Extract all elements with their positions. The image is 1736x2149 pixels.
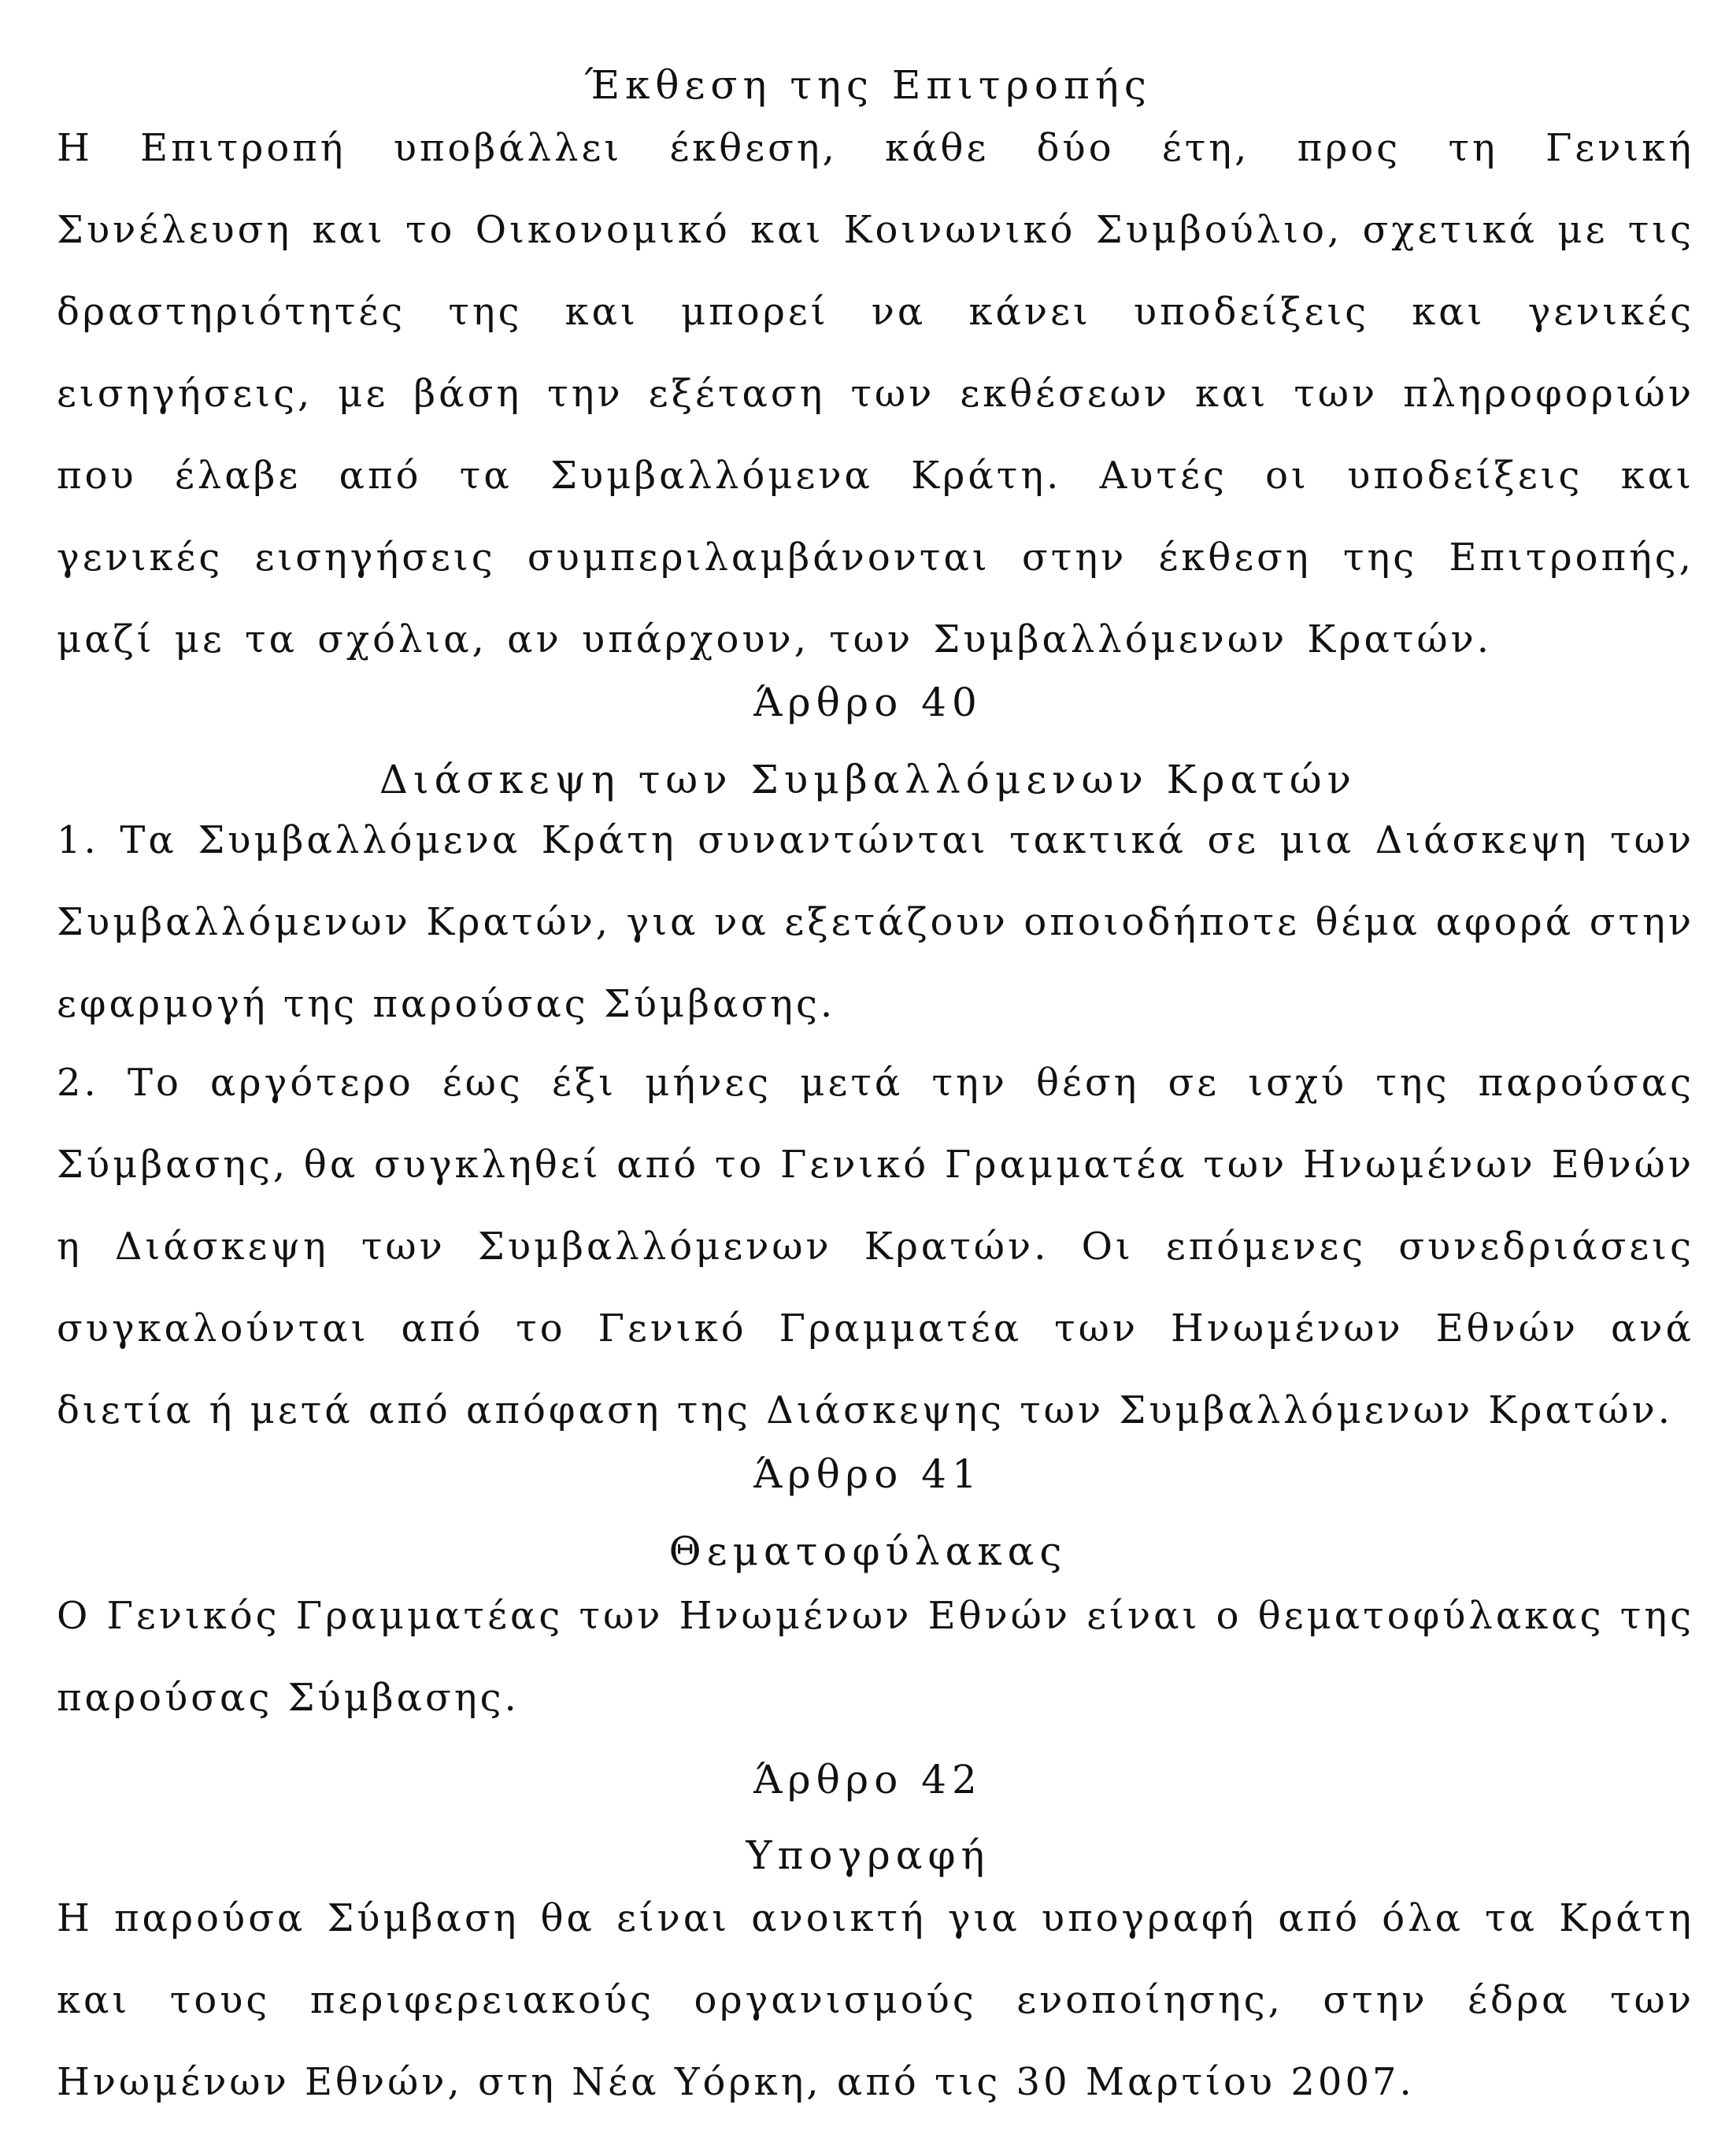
section-body-paragraph: Η Επιτροπή υποβάλλει έκθεση, κάθε δύο έτη, προς τη Γενική Συνέλευση και το Οικονομικό και Κοινωνικό Συμβούλιο, σχετικά με τις δραστηριότητές της και μπορεί να κάνει υποδείξεις και γενικές εισηγήσεις, με βάση την εξέταση των εκθέσεων και των πληροφοριών που έλαβε από τα Συμβαλλόμενα Κράτη. Αυτές οι υποδείξεις και γενικές εισηγήσεις συμπεριλαμβάνονται στην έκθεση της Επιτροπής, μαζί με τα σχόλια, αν υπάρχουν, των Συμβαλλόμενων Κρατών. [57, 126, 1694, 661]
article-40-paragraph-1: 1. Τα Συμβαλλόμενα Κράτη συναντώνται τακτικά σε μια Διάσκεψη των Συμβαλλόμενων Κρατών, για να εξετάζουν οποιοδήποτε θέμα αφορά στην εφαρμογή της παρούσας Σύμβασης. [57, 818, 1694, 1026]
article-42-paragraph: Η παρούσα Σύμβαση θα είναι ανοικτή για υπογραφή από όλα τα Κράτη και τους περιφερειακούς οργανισμούς ενοποίησης, στην έδρα των Ηνωμένων Εθνών, στη Νέα Υόρκη, από τις 30 Μαρτίου 2007. [57, 1896, 1694, 2104]
article-40-paragraph-2: 2. Το αργότερο έως έξι μήνες μετά την θέση σε ισχύ της παρούσας Σύμβασης, θα συγκληθεί από το Γενικό Γραμματέα των Ηνωμένων Εθνών η Διάσκεψη των Συμβαλλόμενων Κρατών. Οι επόμενες συνεδριάσεις συγκαλούνται από το Γενικό Γραμματέα των Ηνωμένων Εθνών ανά διετία ή μετά από απόφαση της Διάσκεψης των Συμβαλλόμενων Κρατών. [57, 1061, 1694, 1432]
article-40-title: Διάσκεψη των Συμβαλλόμενων Κρατών [379, 757, 1357, 802]
article-40-number: Άρθρο 40 [753, 680, 983, 725]
article-42-number: Άρθρο 42 [753, 1757, 983, 1803]
article-42-title: Υπογραφή [746, 1832, 990, 1878]
article-41-paragraph: Ο Γενικός Γραμματέας των Ηνωμένων Εθνών είναι ο θεματοφύλακας της παρούσας Σύμβασης. [57, 1594, 1694, 1720]
section-title: Έκθεση της Επιτροπής [584, 62, 1152, 108]
article-41-title: Θεματοφύλακας [668, 1528, 1068, 1574]
article-41-number: Άρθρο 41 [753, 1451, 983, 1497]
